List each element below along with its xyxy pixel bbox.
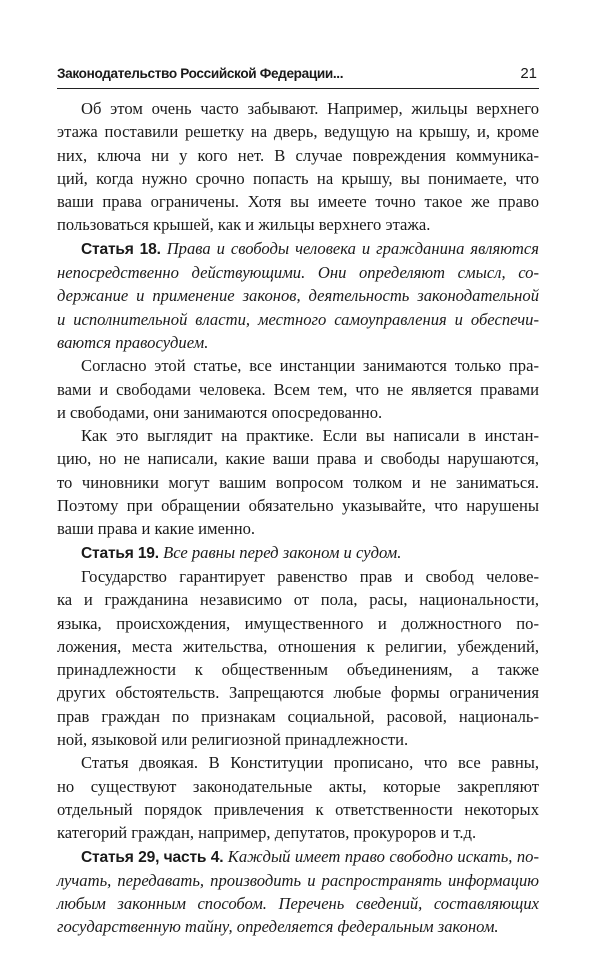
text-line: Государство гарантирует равенство прав и свобод челове- xyxy=(81,566,539,586)
text-line: категорий граждан, например, депутатов, прокуроров и т.д. xyxy=(57,823,477,843)
text-line: пользоваться крышей, как и жильцы верхнего этажа. xyxy=(57,215,431,235)
text-line: ций, когда нужно срочно попасть на крышу, вы понимаете, что xyxy=(57,168,539,188)
text-line: то чиновники могут вашим вопросом толком и не заниматься. xyxy=(57,472,539,492)
text-line: вами и свободами человека. Всем тем, что не является правами xyxy=(57,379,539,399)
header-rule xyxy=(57,88,539,89)
text-line: них, ключа ни у кого нет. В случае повреждения коммуника- xyxy=(57,145,539,165)
text-line xyxy=(57,541,539,565)
body-text xyxy=(57,97,539,939)
article-text: Права и свободы человека и гражданина являются xyxy=(166,238,539,258)
text-line: этажа поставили решетку на дверь, ведущую на крышу, и, кроме xyxy=(57,122,539,142)
text-line: Согласно этой статье, все инстанции занимаются только пра- xyxy=(81,356,539,376)
text-line xyxy=(57,237,539,261)
article-text: Каждый имеет право свободно искать, по- xyxy=(227,846,539,866)
text-line: и исполнительной власти, местного самоуправления и обеспечи- xyxy=(57,309,539,329)
paragraph xyxy=(57,354,539,424)
text-line: Как это выглядит на практике. Если вы написали в инстан- xyxy=(81,426,539,446)
text-line: цию, но не написали, какие ваши права и свободы нарушаются, xyxy=(57,449,539,469)
page-number: 21 xyxy=(520,65,537,82)
text-line: принадлежности к общественным объединениям, а также xyxy=(57,660,539,680)
paragraph xyxy=(57,97,539,237)
text-line: держание и применение законов, деятельность законодательной xyxy=(57,286,539,306)
text-line: ка и гражданина независимо от пола, расы, национальности, xyxy=(57,590,539,610)
text-line: ной, языковой или религиозной принадлежности. xyxy=(57,730,409,750)
text-line: других обстоятельств. Запрещаются любые формы ограничения xyxy=(57,683,539,703)
article-label: Статья 18. xyxy=(81,240,161,258)
running-title: Законодательство Российской Федерации... xyxy=(57,66,344,81)
paragraph xyxy=(57,565,539,751)
text-line: непосредственно действующими. Они определяют смысл, со- xyxy=(57,263,539,283)
paragraph xyxy=(57,424,539,540)
text-line: языка, происхождения, имущественного и должностного по- xyxy=(57,613,539,633)
text-line: государственную тайну, определяется федеральным законом. xyxy=(57,917,499,937)
text-line: Поэтому при обращении обязательно указывайте, что нарушены xyxy=(57,496,539,516)
text-line: прав граждан по признакам социальной, расовой, националь- xyxy=(57,706,539,726)
article-paragraph xyxy=(57,845,539,939)
text-line xyxy=(57,845,539,869)
text-line: отдельный порядок привлечения к ответственности некоторых xyxy=(57,799,539,819)
article-paragraph xyxy=(57,237,539,354)
article-label: Статья 29, часть 4. xyxy=(81,848,224,866)
text-line: любым законным способом. Перечень сведений, составляющих xyxy=(57,894,539,914)
text-line: но существуют законодательные акты, которые закрепляют xyxy=(57,776,539,796)
text-line: Статья двоякая. В Конституции прописано, что все равны, xyxy=(81,753,539,773)
article-paragraph xyxy=(57,541,539,565)
paragraph xyxy=(57,751,539,844)
text-line: ложения, места жительства, отношения к религии, убеждений, xyxy=(57,636,539,656)
article-label: Статья 19. xyxy=(81,544,159,562)
text-line: лучать, передавать, производить и распространять информацию xyxy=(57,870,539,890)
text-line: ваются правосудием. xyxy=(57,332,209,352)
text-line: ваши права и какие именно. xyxy=(57,519,256,539)
text-line: и свободами, они занимаются опосредованно. xyxy=(57,402,383,422)
running-header xyxy=(57,64,539,88)
text-line: Об этом очень часто забывают. Например, жильцы верхнего xyxy=(81,99,539,118)
text-line: ваши права ограничены. Хотя вы имеете точно такое же право xyxy=(57,192,539,212)
article-text: Все равны перед законом и судом. xyxy=(163,542,402,562)
